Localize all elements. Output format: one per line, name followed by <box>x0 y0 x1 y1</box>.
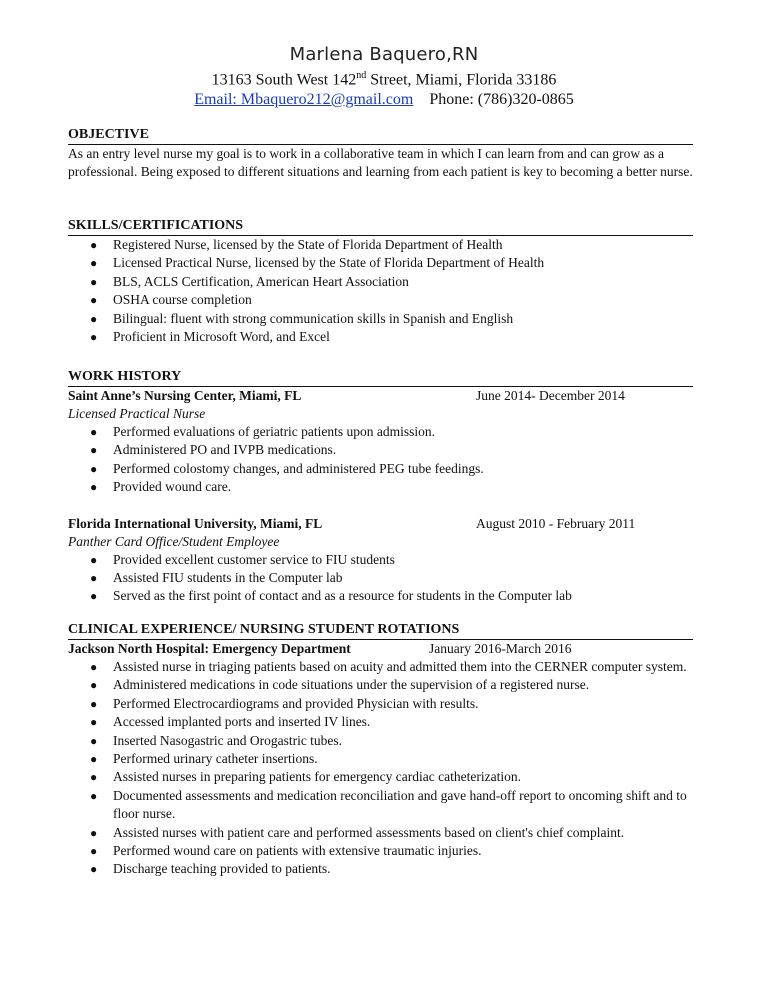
item-text: Discharge teaching provided to patients. <box>113 861 331 877</box>
job-role: Panther Card Office/Student Employee <box>68 533 280 549</box>
bullet-icon: ● <box>90 425 98 439</box>
item-text: Performed wound care on patients with extensive traumatic injuries. <box>113 843 482 859</box>
item-text: Assisted FIU students in the Computer lab <box>113 570 343 586</box>
bullet-icon: ● <box>90 770 98 785</box>
bullet-icon: ● <box>90 480 98 495</box>
bullet-icon: ● <box>90 571 98 586</box>
item-text: Accessed implanted ports and inserted IV lines. <box>113 714 371 730</box>
bullet-icon: ● <box>90 733 98 748</box>
bullet-icon: ● <box>90 678 98 693</box>
bullet-icon: ● <box>90 443 98 458</box>
bullet-icon: ● <box>90 788 98 803</box>
email-link[interactable]: Email: Mbaquero212@gmail.com <box>194 91 414 108</box>
job-header <box>68 515 693 533</box>
section-title: OBJECTIVE <box>68 126 693 145</box>
job-header <box>68 387 693 405</box>
item-text: Provided excellent customer service to FIU students <box>113 551 395 567</box>
item-text: Performed evaluations of geriatric patients upon admission. <box>113 424 436 439</box>
objective-text: As an entry level nurse my goal is to work in a collaborative team in which I can learn from and can grow as a professional. Being exposed to different situations and learning from each patient is key to becoming a better nurse. <box>68 146 693 179</box>
item-text: Performed colostomy changes, and administered PEG tube feedings. <box>113 460 484 476</box>
list-item <box>68 713 693 731</box>
list-item <box>68 860 693 878</box>
list-item <box>68 695 693 713</box>
skills-list <box>68 236 693 346</box>
job-role: Licensed Practical Nurse <box>68 406 206 421</box>
list-item <box>68 273 693 291</box>
bullet-icon: ● <box>90 660 98 674</box>
item-text: Performed Electrocardiograms and provided Physician with results. <box>113 695 479 711</box>
item-text: Administered PO and IVPB medications. <box>113 442 337 458</box>
address-line <box>0 70 768 89</box>
bullet-icon: ● <box>90 862 98 877</box>
item-text: Assisted nurses with patient care and performed assessments based on client's chief complaint. <box>113 824 625 840</box>
employer-name: Florida International University, Miami, FL <box>68 515 323 531</box>
item-text: Bilingual: fluent with strong communication skills in Spanish and English <box>113 310 514 326</box>
item-text: Served as the first point of contact and as a resource for students in the Computer lab <box>113 588 572 604</box>
bullet-icon: ● <box>90 552 98 567</box>
list-item <box>68 460 693 478</box>
bullet-icon: ● <box>90 825 98 840</box>
list-item <box>68 768 693 786</box>
list-item <box>68 328 693 346</box>
item-text: Inserted Nasogastric and Orogastric tubes. <box>113 732 343 748</box>
section-title: WORK HISTORY <box>68 368 693 387</box>
bullet-icon: ● <box>90 715 98 730</box>
list-item <box>68 824 693 842</box>
skills-section <box>68 217 693 346</box>
list-item <box>68 842 693 860</box>
job-duties-list <box>68 551 693 606</box>
list-item <box>68 732 693 750</box>
bullet-icon: ● <box>90 752 98 767</box>
address-city: Street, Miami, Florida 33186 <box>366 71 557 89</box>
candidate-name: Marlena Baquero,RN <box>289 44 479 65</box>
list-item <box>68 254 693 272</box>
work-history-section <box>68 368 693 606</box>
item-text: OSHA course completion <box>113 292 252 308</box>
bullet-icon: ● <box>90 293 98 308</box>
job-dates: August 2010 - February 2011 <box>476 515 636 531</box>
item-text: Administered medications in code situations under the supervision of a registered nurse. <box>113 677 590 693</box>
bullet-icon: ● <box>90 330 98 345</box>
bullet-icon: ● <box>90 274 98 289</box>
bullet-icon: ● <box>90 696 98 711</box>
phone-number: Phone: (786)320-0865 <box>429 91 574 108</box>
job-duties-list <box>68 423 693 497</box>
bullet-icon: ● <box>90 589 98 604</box>
item-text: Assisted nurses in preparing patients for emergency cardiac catheterization. <box>113 769 521 785</box>
bullet-icon: ● <box>90 461 98 476</box>
contact-line <box>0 91 768 109</box>
list-item <box>68 569 693 587</box>
list-item <box>68 750 693 768</box>
list-item <box>68 291 693 309</box>
section-title: CLINICAL EXPERIENCE/ NURSING STUDENT ROTATIONS <box>68 621 693 640</box>
job-dates: June 2014- December 2014 <box>476 388 625 403</box>
bullet-icon: ● <box>90 311 98 326</box>
address-suffix: nd <box>356 70 367 81</box>
list-item <box>68 551 693 569</box>
list-item <box>68 587 693 605</box>
list-item <box>68 310 693 328</box>
item-text: Documented assessments and medication reconciliation and gave hand-off report to oncoming shift and to floor nurse. <box>113 787 687 822</box>
bullet-icon: ● <box>90 256 98 271</box>
address-street: 13163 South West 142 <box>211 71 357 89</box>
job-header <box>68 640 693 658</box>
list-item <box>68 787 693 824</box>
item-text: BLS, ACLS Certification, American Heart Association <box>113 273 409 289</box>
employer-name: Jackson North Hospital: Emergency Department <box>68 641 351 656</box>
employer-name: Saint Anne’s Nursing Center, Miami, FL <box>68 388 302 403</box>
list-item <box>68 478 693 496</box>
job-dates: January 2016-March 2016 <box>429 641 572 656</box>
list-item <box>68 423 693 441</box>
objective-section <box>68 126 693 181</box>
clinical-duties-list <box>68 658 693 879</box>
item-text: Registered Nurse, licensed by the State of Florida Department of Health <box>113 237 503 252</box>
bullet-icon: ● <box>90 844 98 859</box>
list-item <box>68 236 693 254</box>
item-text: Performed urinary catheter insertions. <box>113 751 318 767</box>
item-text: Provided wound care. <box>113 479 232 495</box>
section-title: SKILLS/CERTIFICATIONS <box>68 217 693 236</box>
item-text: Licensed Practical Nurse, licensed by the State of Florida Department of Health <box>113 255 545 271</box>
item-text: Proficient in Microsoft Word, and Excel <box>113 329 330 345</box>
item-text: Assisted nurse in triaging patients based on acuity and admitted them into the CERNER computer system. <box>113 659 687 674</box>
list-item <box>68 658 693 676</box>
list-item <box>68 441 693 459</box>
clinical-section <box>68 621 693 879</box>
bullet-icon: ● <box>90 238 98 252</box>
list-item <box>68 676 693 694</box>
